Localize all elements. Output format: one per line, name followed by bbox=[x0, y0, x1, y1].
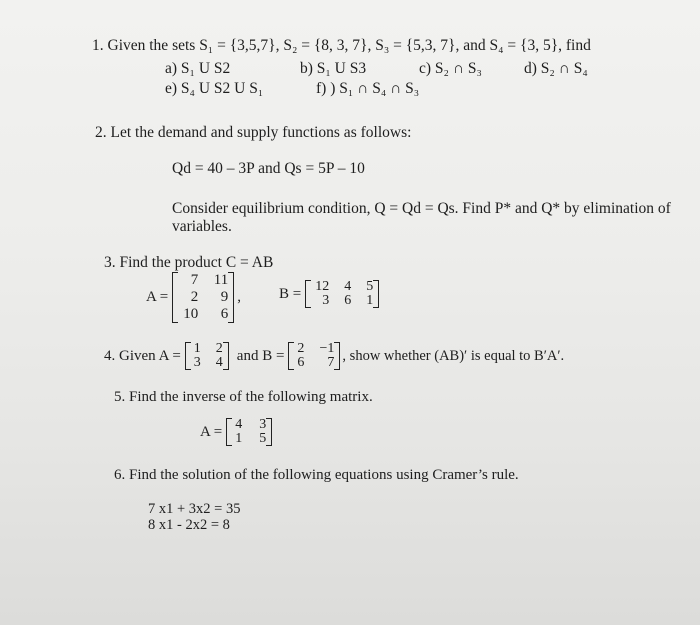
q3-matrix-a-label: A = bbox=[146, 289, 169, 305]
q1-part-f: f) ) S₁ ∩ S₄ ∩ S₃ bbox=[316, 80, 420, 97]
matrix-cell: 3 bbox=[322, 293, 330, 308]
matrix-cell: 6 bbox=[344, 293, 352, 308]
matrix-cells bbox=[294, 342, 334, 370]
matrix-cell: 4 bbox=[235, 417, 243, 432]
matrix-cell: 11 bbox=[213, 272, 229, 288]
q1-part-c: c) S₂ ∩ S₃ bbox=[419, 60, 482, 77]
matrix-cell: 7 bbox=[190, 272, 199, 288]
q3-prompt: 3. Find the product C = AB bbox=[104, 254, 274, 271]
matrix-cell: 12 bbox=[315, 279, 330, 294]
q2-condition-cont: variables. bbox=[172, 218, 232, 235]
q2-equations: Qd = 40 – 3P and Qs = 5P – 10 bbox=[172, 160, 365, 177]
matrix-cell: 5 bbox=[259, 431, 267, 446]
q5-prompt: 5. Find the inverse of the following matrix. bbox=[114, 389, 373, 405]
matrix-cell: 3 bbox=[259, 417, 267, 432]
matrix-cells bbox=[178, 272, 228, 323]
q2-prompt: 2. Let the demand and supply functions as follows: bbox=[95, 124, 412, 141]
matrix-cells bbox=[311, 280, 373, 308]
matrix-cell: 2 bbox=[297, 341, 305, 356]
q5-matrix-a bbox=[200, 418, 272, 446]
q3-comma: , bbox=[237, 289, 241, 305]
q6-prompt: 6. Find the solution of the following equations using Cramer’s rule. bbox=[114, 467, 519, 483]
matrix-cells bbox=[191, 342, 223, 370]
q1-part-e: e) S₄ U S2 U S₁ bbox=[165, 80, 264, 97]
matrix-cell: 6 bbox=[220, 306, 229, 322]
matrix-cell: 9 bbox=[220, 289, 229, 305]
q1-part-a: a) S₁ U S2 bbox=[165, 60, 231, 77]
q3-matrix-a bbox=[146, 272, 241, 323]
matrix-cell: 1 bbox=[193, 341, 201, 356]
q2-condition: Consider equilibrium condition, Q = Qd = Qs. Find P* and Q* by elimination of bbox=[172, 200, 671, 217]
q1-part-d: d) S₂ ∩ S₄ bbox=[524, 60, 588, 77]
q6-equation-2: 8 x1 - 2x2 = 8 bbox=[148, 517, 230, 533]
matrix-cell: 2 bbox=[190, 289, 199, 305]
q1-prompt: 1. Given the sets S₁ = {3,5,7}, S₂ = {8, 3, 7}, S₃ = {5,3, 7}, and S₄ = {3, 5}, find bbox=[92, 37, 591, 54]
matrix-bracket bbox=[305, 280, 379, 308]
q1-part-b: b) S₁ U S3 bbox=[300, 60, 367, 77]
matrix-bracket bbox=[226, 418, 272, 446]
q6-equation-1: 7 x1 + 3x2 = 35 bbox=[148, 501, 241, 517]
matrix-cell: 5 bbox=[366, 279, 374, 294]
matrix-cell: 1 bbox=[366, 293, 374, 308]
q5-matrix-a-label: A = bbox=[200, 423, 223, 440]
q4-prefix: 4. Given A = bbox=[104, 347, 181, 364]
matrix-cell: 10 bbox=[183, 306, 199, 322]
matrix-cell: 1 bbox=[235, 431, 243, 446]
matrix-bracket bbox=[185, 342, 229, 370]
q4-and: and B = bbox=[236, 347, 285, 364]
matrix-cell: 7 bbox=[327, 355, 335, 370]
matrix-cell: −1 bbox=[319, 341, 335, 356]
matrix-cell: 2 bbox=[215, 341, 223, 356]
q4-suffix: , show whether (AB)′ is equal to B′A′. bbox=[342, 347, 565, 364]
matrix-cell: 4 bbox=[344, 279, 352, 294]
q4-prompt bbox=[104, 342, 564, 370]
matrix-cells bbox=[232, 418, 266, 446]
matrix-cell: 6 bbox=[297, 355, 305, 370]
q3-matrix-b bbox=[279, 280, 379, 308]
matrix-bracket bbox=[288, 342, 340, 370]
q3-matrix-b-label: B = bbox=[279, 285, 302, 302]
matrix-bracket bbox=[172, 272, 234, 323]
matrix-cell: 4 bbox=[215, 355, 223, 370]
matrix-cell: 3 bbox=[193, 355, 201, 370]
